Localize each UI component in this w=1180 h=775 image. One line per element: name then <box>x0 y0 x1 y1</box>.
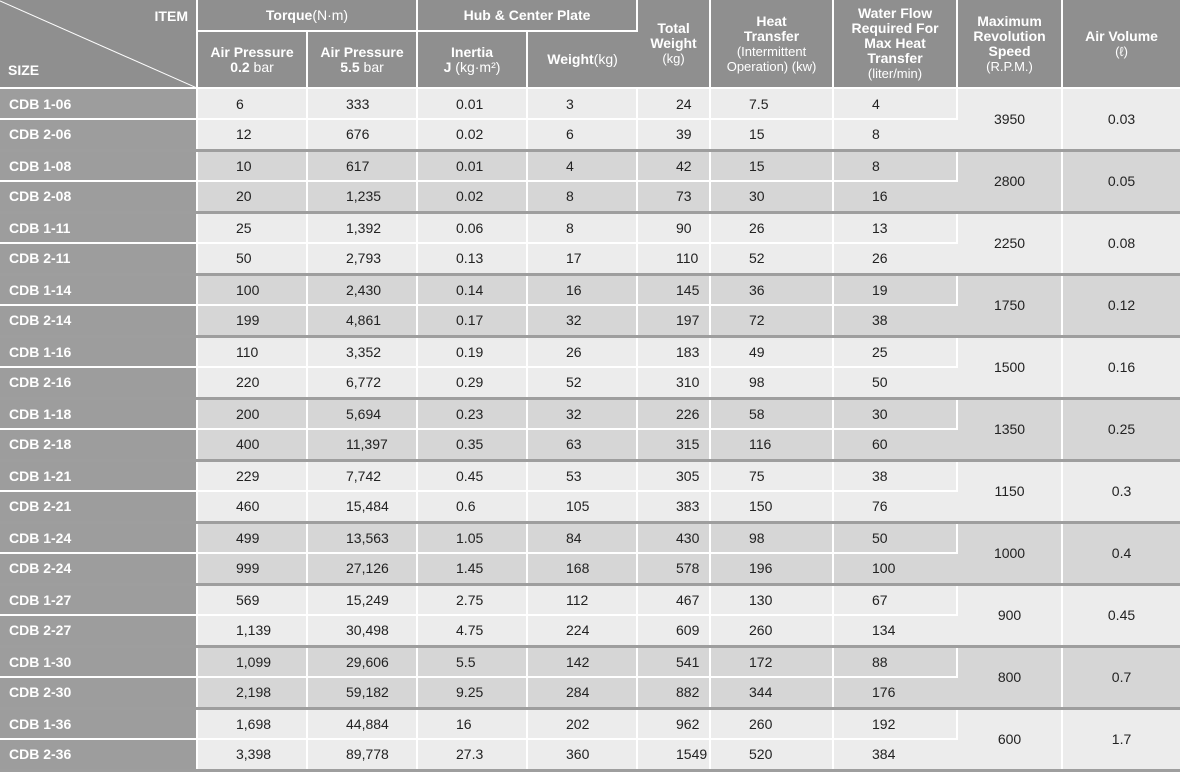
torque-0-2bar-cell: 1,139 <box>197 615 307 646</box>
weight-cell: 224 <box>527 615 637 646</box>
air-volume-cell: 0.16 <box>1062 336 1180 398</box>
total-weight-cell: 383 <box>637 491 710 522</box>
inertia-cell: 0.02 <box>417 181 527 212</box>
size-cell: CDB 2-14 <box>0 305 197 336</box>
water-flow-cell: 50 <box>833 367 957 398</box>
max-revolution-header: Maximum Revolution Speed (R.P.M.) <box>957 0 1062 88</box>
table-row <box>0 150 1180 181</box>
weight-cell: 63 <box>527 429 637 460</box>
heat-transfer-cell: 15 <box>710 150 833 181</box>
torque-5-5bar-cell: 1,235 <box>307 181 417 212</box>
weight-header: Weight(kg) <box>527 31 637 88</box>
torque-5-5bar-cell: 59,182 <box>307 677 417 708</box>
torque-0-2bar-cell: 12 <box>197 119 307 150</box>
size-cell: CDB 1-27 <box>0 584 197 615</box>
air-volume-cell: 1.7 <box>1062 708 1180 770</box>
inertia-header: Inertia J (kg·m²) <box>417 31 527 88</box>
total-weight-header: Total Weight (kg) <box>637 0 710 88</box>
heat-transfer-cell: 150 <box>710 491 833 522</box>
size-cell: CDB 2-24 <box>0 553 197 584</box>
weight-cell: 84 <box>527 522 637 553</box>
heat-transfer-cell: 72 <box>710 305 833 336</box>
weight-cell: 4 <box>527 150 637 181</box>
total-weight-cell: 145 <box>637 274 710 305</box>
water-flow-header: Water Flow Required For Max Heat Transfer (liter/min) <box>833 0 957 88</box>
air-volume-cell: 0.7 <box>1062 646 1180 708</box>
table-header <box>0 0 1180 88</box>
inertia-cell: 0.01 <box>417 88 527 119</box>
inertia-cell: 16 <box>417 708 527 739</box>
air-volume-cell: 0.08 <box>1062 212 1180 274</box>
weight-cell: 26 <box>527 336 637 367</box>
water-flow-cell: 88 <box>833 646 957 677</box>
heat-transfer-cell: 30 <box>710 181 833 212</box>
max-revolution-cell: 3950 <box>957 88 1062 150</box>
torque-5-5bar-cell: 15,484 <box>307 491 417 522</box>
inertia-cell: 0.45 <box>417 460 527 491</box>
torque-0-2bar-cell: 999 <box>197 553 307 584</box>
torque-0-2bar-cell: 110 <box>197 336 307 367</box>
size-cell: CDB 1-24 <box>0 522 197 553</box>
max-revolution-cell: 2250 <box>957 212 1062 274</box>
heat-transfer-cell: 130 <box>710 584 833 615</box>
inertia-cell: 0.17 <box>417 305 527 336</box>
weight-cell: 168 <box>527 553 637 584</box>
total-weight-cell: 430 <box>637 522 710 553</box>
table-row <box>0 274 1180 305</box>
total-weight-cell: 310 <box>637 367 710 398</box>
table-row <box>0 646 1180 677</box>
total-weight-cell: 183 <box>637 336 710 367</box>
inertia-cell: 27.3 <box>417 739 527 770</box>
torque-5-5bar-cell: 89,778 <box>307 739 417 770</box>
torque-0-2bar-cell: 1,698 <box>197 708 307 739</box>
water-flow-cell: 8 <box>833 119 957 150</box>
heat-transfer-cell: 98 <box>710 367 833 398</box>
size-cell: CDB 2-11 <box>0 243 197 274</box>
weight-cell: 8 <box>527 212 637 243</box>
total-weight-cell: 24 <box>637 88 710 119</box>
torque-5-5bar-cell: 44,884 <box>307 708 417 739</box>
air-volume-cell: 0.4 <box>1062 522 1180 584</box>
torque-0-2bar-cell: 25 <box>197 212 307 243</box>
inertia-cell: 0.23 <box>417 398 527 429</box>
total-weight-cell: 305 <box>637 460 710 491</box>
water-flow-cell: 176 <box>833 677 957 708</box>
weight-cell: 16 <box>527 274 637 305</box>
heat-transfer-cell: 260 <box>710 615 833 646</box>
water-flow-cell: 38 <box>833 305 957 336</box>
heat-transfer-cell: 58 <box>710 398 833 429</box>
weight-cell: 53 <box>527 460 637 491</box>
inertia-cell: 0.19 <box>417 336 527 367</box>
water-flow-cell: 19 <box>833 274 957 305</box>
weight-cell: 105 <box>527 491 637 522</box>
total-weight-cell: 315 <box>637 429 710 460</box>
air-volume-header: Air Volume (ℓ) <box>1062 0 1180 88</box>
torque-5-5bar-cell: 30,498 <box>307 615 417 646</box>
torque-0-2bar-cell: 400 <box>197 429 307 460</box>
water-flow-cell: 8 <box>833 150 957 181</box>
air-volume-cell: 0.12 <box>1062 274 1180 336</box>
inertia-cell: 9.25 <box>417 677 527 708</box>
total-weight-cell: 90 <box>637 212 710 243</box>
table-row <box>0 88 1180 119</box>
total-weight-cell: 578 <box>637 553 710 584</box>
heat-transfer-cell: 7.5 <box>710 88 833 119</box>
max-revolution-cell: 1500 <box>957 336 1062 398</box>
water-flow-cell: 134 <box>833 615 957 646</box>
torque-0-2bar-cell: 10 <box>197 150 307 181</box>
water-flow-cell: 67 <box>833 584 957 615</box>
total-weight-cell: 39 <box>637 119 710 150</box>
torque-5-5bar-cell: 2,793 <box>307 243 417 274</box>
weight-cell: 32 <box>527 305 637 336</box>
torque-0-2bar-cell: 199 <box>197 305 307 336</box>
water-flow-cell: 60 <box>833 429 957 460</box>
weight-cell: 52 <box>527 367 637 398</box>
torque-0-2bar-cell: 50 <box>197 243 307 274</box>
size-cell: CDB 2-06 <box>0 119 197 150</box>
weight-cell: 8 <box>527 181 637 212</box>
total-weight-cell: 609 <box>637 615 710 646</box>
total-weight-cell: 882 <box>637 677 710 708</box>
torque-5-5bar-cell: 15,249 <box>307 584 417 615</box>
size-cell: CDB 2-27 <box>0 615 197 646</box>
torque-header: Torque(N·m) <box>197 0 417 31</box>
heat-transfer-header: Heat Transfer (Intermittent Operation) (kw) <box>710 0 833 88</box>
air-volume-cell: 0.05 <box>1062 150 1180 212</box>
size-cell: CDB 1-14 <box>0 274 197 305</box>
total-weight-cell: 197 <box>637 305 710 336</box>
corner-header <box>0 0 197 88</box>
water-flow-cell: 25 <box>833 336 957 367</box>
torque-5-5bar-cell: 4,861 <box>307 305 417 336</box>
water-flow-cell: 76 <box>833 491 957 522</box>
max-revolution-cell: 800 <box>957 646 1062 708</box>
max-revolution-cell: 900 <box>957 584 1062 646</box>
heat-transfer-cell: 520 <box>710 739 833 770</box>
total-weight-cell: 226 <box>637 398 710 429</box>
size-cell: CDB 2-36 <box>0 739 197 770</box>
torque-0-2bar-cell: 1,099 <box>197 646 307 677</box>
torque-0-2bar-cell: 3,398 <box>197 739 307 770</box>
heat-transfer-cell: 36 <box>710 274 833 305</box>
torque-5-5bar-cell: 6,772 <box>307 367 417 398</box>
table-row <box>0 522 1180 553</box>
inertia-cell: 5.5 <box>417 646 527 677</box>
torque-5-5bar-cell: 13,563 <box>307 522 417 553</box>
size-label: SIZE <box>8 62 40 78</box>
size-cell: CDB 1-30 <box>0 646 197 677</box>
torque-5-5bar-cell: 333 <box>307 88 417 119</box>
heat-transfer-cell: 98 <box>710 522 833 553</box>
torque-0-2bar-cell: 6 <box>197 88 307 119</box>
inertia-cell: 2.75 <box>417 584 527 615</box>
torque-0-2bar-cell: 220 <box>197 367 307 398</box>
max-revolution-cell: 1750 <box>957 274 1062 336</box>
inertia-cell: 4.75 <box>417 615 527 646</box>
water-flow-cell: 16 <box>833 181 957 212</box>
inertia-cell: 0.06 <box>417 212 527 243</box>
torque-0-2bar-cell: 569 <box>197 584 307 615</box>
heat-transfer-cell: 196 <box>710 553 833 584</box>
torque-5-5bar-cell: 617 <box>307 150 417 181</box>
table-row <box>0 336 1180 367</box>
inertia-cell: 1.45 <box>417 553 527 584</box>
total-weight-cell: 1549 <box>637 739 710 770</box>
water-flow-cell: 384 <box>833 739 957 770</box>
table-row <box>0 708 1180 739</box>
weight-cell: 112 <box>527 584 637 615</box>
table-row <box>0 398 1180 429</box>
torque-5-5bar-cell: 1,392 <box>307 212 417 243</box>
heat-transfer-cell: 26 <box>710 212 833 243</box>
inertia-cell: 1.05 <box>417 522 527 553</box>
max-revolution-cell: 1150 <box>957 460 1062 522</box>
torque-5-5bar-cell: 27,126 <box>307 553 417 584</box>
weight-cell: 32 <box>527 398 637 429</box>
torque-0-2bar-cell: 229 <box>197 460 307 491</box>
inertia-cell: 0.35 <box>417 429 527 460</box>
water-flow-cell: 4 <box>833 88 957 119</box>
torque-5-5bar-cell: 2,430 <box>307 274 417 305</box>
inertia-cell: 0.14 <box>417 274 527 305</box>
torque-0-2bar-cell: 460 <box>197 491 307 522</box>
torque-0-2bar-cell: 2,198 <box>197 677 307 708</box>
size-cell: CDB 2-21 <box>0 491 197 522</box>
torque-0-2bar-cell: 20 <box>197 181 307 212</box>
size-cell: CDB 2-16 <box>0 367 197 398</box>
size-cell: CDB 1-08 <box>0 150 197 181</box>
water-flow-cell: 13 <box>833 212 957 243</box>
weight-cell: 360 <box>527 739 637 770</box>
weight-cell: 3 <box>527 88 637 119</box>
weight-cell: 17 <box>527 243 637 274</box>
size-cell: CDB 1-06 <box>0 88 197 119</box>
air-pressure-high-header: Air Pressure 5.5 bar <box>307 31 417 88</box>
size-cell: CDB 1-16 <box>0 336 197 367</box>
size-cell: CDB 1-21 <box>0 460 197 491</box>
total-weight-cell: 110 <box>637 243 710 274</box>
max-revolution-cell: 1000 <box>957 522 1062 584</box>
table-body <box>0 88 1180 770</box>
torque-0-2bar-cell: 200 <box>197 398 307 429</box>
inertia-cell: 0.13 <box>417 243 527 274</box>
water-flow-cell: 192 <box>833 708 957 739</box>
weight-cell: 142 <box>527 646 637 677</box>
max-revolution-cell: 1350 <box>957 398 1062 460</box>
inertia-cell: 0.01 <box>417 150 527 181</box>
hub-header: Hub & Center Plate <box>417 0 637 31</box>
torque-5-5bar-cell: 676 <box>307 119 417 150</box>
heat-transfer-cell: 75 <box>710 460 833 491</box>
size-cell: CDB 2-30 <box>0 677 197 708</box>
heat-transfer-cell: 15 <box>710 119 833 150</box>
torque-5-5bar-cell: 11,397 <box>307 429 417 460</box>
heat-transfer-cell: 344 <box>710 677 833 708</box>
torque-5-5bar-cell: 29,606 <box>307 646 417 677</box>
max-revolution-cell: 600 <box>957 708 1062 770</box>
torque-5-5bar-cell: 3,352 <box>307 336 417 367</box>
total-weight-cell: 42 <box>637 150 710 181</box>
inertia-cell: 0.6 <box>417 491 527 522</box>
inertia-cell: 0.02 <box>417 119 527 150</box>
table-row <box>0 212 1180 243</box>
torque-5-5bar-cell: 5,694 <box>307 398 417 429</box>
max-revolution-cell: 2800 <box>957 150 1062 212</box>
air-volume-cell: 0.25 <box>1062 398 1180 460</box>
total-weight-cell: 73 <box>637 181 710 212</box>
table-row <box>0 584 1180 615</box>
item-label: ITEM <box>154 8 188 24</box>
heat-transfer-cell: 260 <box>710 708 833 739</box>
water-flow-cell: 30 <box>833 398 957 429</box>
water-flow-cell: 38 <box>833 460 957 491</box>
total-weight-cell: 467 <box>637 584 710 615</box>
weight-cell: 284 <box>527 677 637 708</box>
inertia-cell: 0.29 <box>417 367 527 398</box>
air-volume-cell: 0.3 <box>1062 460 1180 522</box>
air-pressure-low-header: Air Pressure 0.2 bar <box>197 31 307 88</box>
size-cell: CDB 1-36 <box>0 708 197 739</box>
weight-cell: 6 <box>527 119 637 150</box>
torque-5-5bar-cell: 7,742 <box>307 460 417 491</box>
air-volume-cell: 0.03 <box>1062 88 1180 150</box>
air-volume-cell: 0.45 <box>1062 584 1180 646</box>
heat-transfer-cell: 116 <box>710 429 833 460</box>
size-cell: CDB 2-08 <box>0 181 197 212</box>
heat-transfer-cell: 49 <box>710 336 833 367</box>
water-flow-cell: 26 <box>833 243 957 274</box>
heat-transfer-cell: 52 <box>710 243 833 274</box>
table-row <box>0 460 1180 491</box>
torque-0-2bar-cell: 499 <box>197 522 307 553</box>
size-cell: CDB 1-18 <box>0 398 197 429</box>
water-flow-cell: 50 <box>833 522 957 553</box>
total-weight-cell: 962 <box>637 708 710 739</box>
size-cell: CDB 2-18 <box>0 429 197 460</box>
torque-0-2bar-cell: 100 <box>197 274 307 305</box>
water-flow-cell: 100 <box>833 553 957 584</box>
heat-transfer-cell: 172 <box>710 646 833 677</box>
weight-cell: 202 <box>527 708 637 739</box>
total-weight-cell: 541 <box>637 646 710 677</box>
size-cell: CDB 1-11 <box>0 212 197 243</box>
